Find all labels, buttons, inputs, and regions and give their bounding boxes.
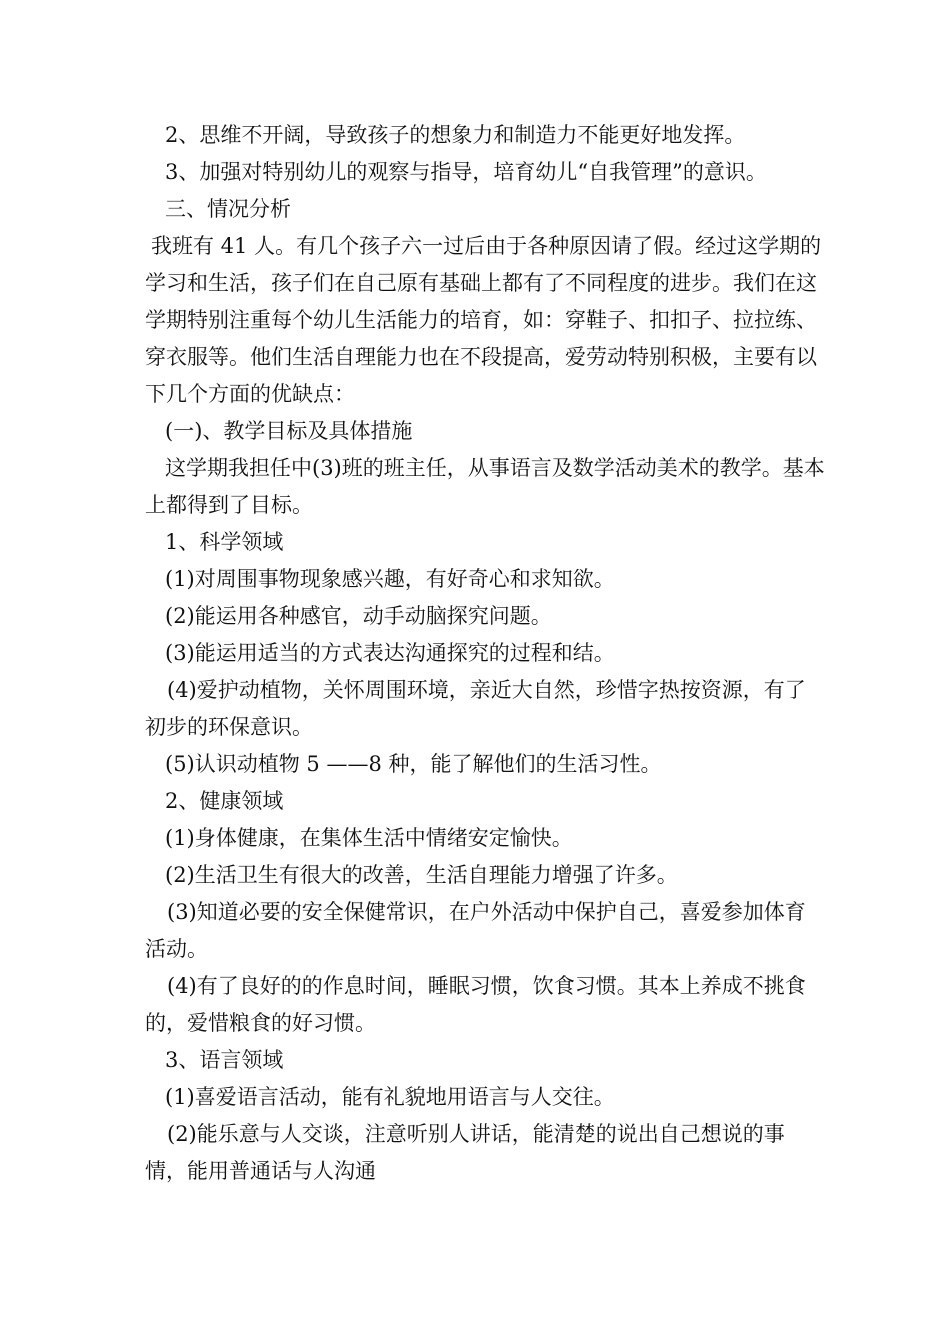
science-item-3: (3)能运用适当的方式表达沟通探究的过程和结。 bbox=[165, 641, 615, 665]
subheading-teaching-goals: (一)、教学目标及具体措施 bbox=[165, 419, 413, 443]
health-item-4: (4)有了良好的的作息时间，睡眠习惯，饮食习惯。其本上养成不挑食的，爱惜粮食的好习惯。 bbox=[145, 974, 806, 1035]
subheading-science: 1、科学领域 bbox=[165, 530, 284, 554]
science-item-1: (1)对周围事物现象感兴趣，有好奇心和求知欲。 bbox=[165, 567, 615, 591]
health-item-2: (2)生活卫生有很大的改善，生活自理能力增强了许多。 bbox=[165, 863, 678, 887]
paragraph-class-overview: 我班有 41 人。有几个孩子六一过后由于各种原因请了假。经过这学期的学习和生活，孩子们在自己原有基础上都有了不同程度的进步。我们在这学期特别注重每个幼儿生活能力的培育，如：穿鞋子、扣扣子、拉拉练、穿衣服等。他们生活自理能力也在不段提高，爱劳动特别积极，主要有以下几个方面的优缺点： bbox=[145, 234, 822, 406]
document-body bbox=[145, 117, 825, 1190]
list-item-thinking: 2、思维不开阔，导致孩子的想象力和制造力不能更好地发挥。 bbox=[165, 123, 746, 147]
subheading-health: 2、健康领域 bbox=[165, 789, 284, 813]
subheading-language: 3、语言领域 bbox=[165, 1048, 284, 1072]
list-item-self-management: 3、加强对特别幼儿的观察与指导，培育幼儿“自我管理”的意识。 bbox=[165, 160, 767, 184]
science-item-2: (2)能运用各种感官，动手动脑探究问题。 bbox=[165, 604, 552, 628]
science-item-5: (5)认识动植物 5 ——8 种，能了解他们的生活习性。 bbox=[165, 752, 662, 776]
language-item-1: (1)喜爱语言活动，能有礼貌地用语言与人交往。 bbox=[165, 1085, 615, 1109]
health-item-3: (3)知道必要的安全保健常识，在户外活动中保护自己，喜爱参加体育活动。 bbox=[145, 900, 806, 961]
paragraph-teacher-role: 这学期我担任中(3)班的班主任，从事语言及数学活动美术的教学。基本上都得到了目标。 bbox=[145, 456, 825, 517]
section-heading-situation: 三、情况分析 bbox=[165, 197, 291, 221]
health-item-1: (1)身体健康，在集体生活中情绪安定愉快。 bbox=[165, 826, 573, 850]
science-item-4: (4)爱护动植物，关怀周围环境，亲近大自然，珍惜字热按资源，有了初步的环保意识。 bbox=[145, 678, 806, 739]
language-item-2: (2)能乐意与人交谈，注意听别人讲话，能清楚的说出自己想说的事情，能用普通话与人沟通 bbox=[145, 1122, 785, 1183]
